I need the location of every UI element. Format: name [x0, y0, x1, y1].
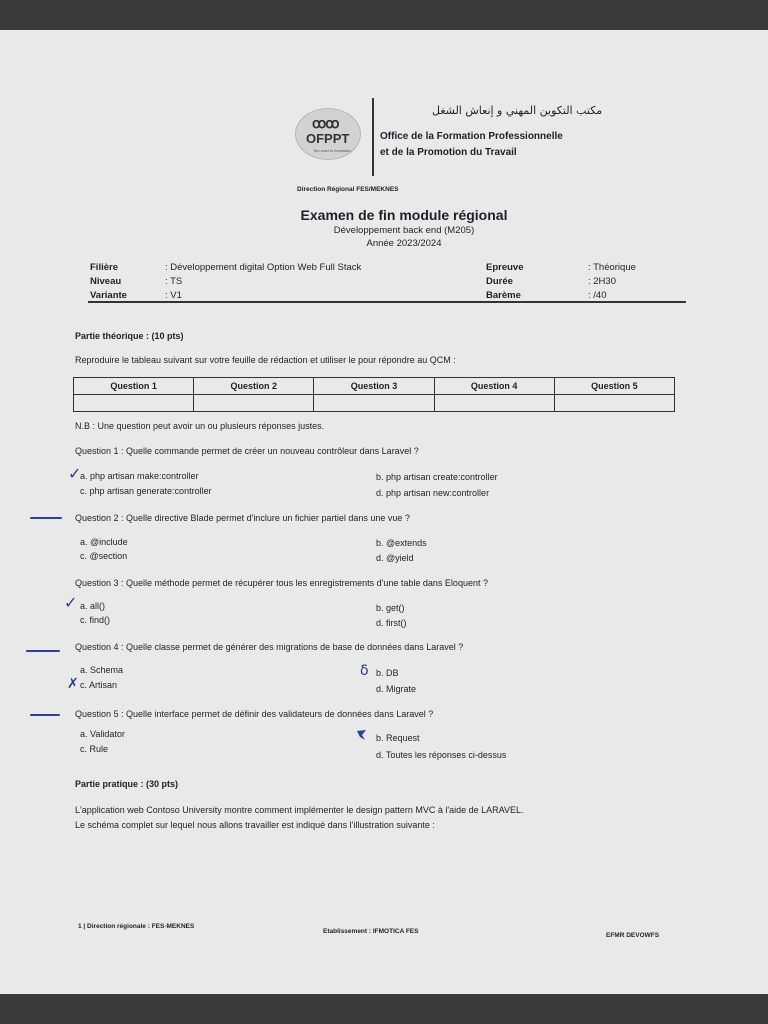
theory-heading: Partie théorique : (10 pts) [75, 331, 184, 341]
table-cell [74, 395, 194, 412]
org-name-line2: et de la Promotion du Travail [380, 147, 517, 158]
niveau-value: : TS [165, 276, 183, 287]
filiere-value: : Développement digital Option Web Full Stack [165, 262, 362, 273]
q1-option-c: c. php artisan generate:controller [80, 486, 212, 496]
ink-flag-mark-icon [356, 729, 368, 741]
ink-dash-mark [30, 714, 60, 716]
table-header-q1: Question 1 [74, 378, 194, 395]
epreuve-value: : Théorique [588, 262, 636, 273]
org-name-arabic: مكتب التكوين المهني و إنعاش الشغل [432, 104, 603, 117]
q2-option-a: a. @include [80, 537, 128, 547]
q5-option-b: b. Request [376, 733, 420, 743]
table-header-q3: Question 3 [314, 378, 434, 395]
footer-left: 1 | Direction régionale : FES-MEKNES [78, 923, 195, 930]
variante-value: : V1 [165, 290, 182, 301]
partial-mark-icon: δ [360, 663, 369, 679]
cross-mark-icon: ✗ [67, 676, 79, 692]
practice-heading: Partie pratique : (30 pts) [75, 779, 179, 789]
header-rule [88, 301, 686, 303]
q3-option-d: d. first() [376, 618, 407, 628]
question-1-text: Question 1 : Quelle commande permet de créer un nouveau contrôleur dans Laravel ? [75, 446, 419, 456]
exam-subtitle: Développement back end (M205) [333, 225, 475, 236]
logo-name: OFPPT [306, 131, 350, 146]
table-header-q2: Question 2 [194, 378, 314, 395]
q3-option-a: a. all() [80, 601, 106, 611]
exam-title: Examen de fin module régional [300, 207, 508, 223]
question-3-text: Question 3 : Quelle méthode permet de récupérer tous les enregistrements d'une table dans Eloquent ? [75, 578, 488, 588]
q4-option-d: d. Migrate [376, 684, 417, 694]
theory-instruction: Reproduire le tableau suivant sur votre feuille de rédaction et utiliser le pour répondre au QCM : [75, 355, 456, 365]
note-text: N.B : Une question peut avoir un ou plusieurs réponses justes. [75, 421, 325, 431]
table-header-q5: Question 5 [554, 378, 674, 395]
check-mark-icon: ✓ [68, 464, 82, 483]
question-5-text: Question 5 : Quelle interface permet de définir des validateurs de données dans Laravel ? [75, 709, 434, 719]
question-4-text: Question 4 : Quelle classe permet de générer des migrations de base de données dans Laravel ? [75, 642, 464, 652]
q2-option-b: b. @extends [376, 538, 427, 548]
bareme-label: Barème [486, 290, 521, 301]
exam-page [0, 30, 768, 994]
direction-label: Direction Régional FES/MEKNES [297, 186, 399, 193]
table-cell [314, 395, 434, 412]
q5-option-a: a. Validator [80, 729, 125, 739]
ink-dash-mark [26, 650, 60, 652]
q3-option-c: c. find() [80, 615, 111, 625]
q3-option-b: b. get() [376, 603, 405, 613]
ink-dash-mark [30, 517, 62, 519]
q1-option-a: a. php artisan make:controller [80, 471, 199, 481]
table-cell [434, 395, 554, 412]
footer-right: EFMR DEVOWFS [606, 932, 660, 939]
header-divider [372, 98, 374, 176]
footer-center: Etablissement : IFMOTICA FES [323, 928, 419, 935]
duree-value: : 2H30 [588, 276, 616, 287]
duree-label: Durée [486, 276, 513, 287]
org-name-line1: Office de la Formation Professionnelle [380, 131, 563, 142]
bareme-value: : /40 [588, 290, 607, 301]
q4-option-b: b. DB [376, 668, 399, 678]
table-cell [554, 395, 674, 412]
epreuve-label: Epreuve [486, 262, 524, 273]
logo-tagline: the road to formation [314, 148, 351, 153]
exam-year: Année 2023/2024 [366, 238, 442, 249]
table-cell [194, 395, 314, 412]
q1-option-b: b. php artisan create:controller [376, 472, 498, 482]
q1-option-d: d. php artisan new:controller [376, 488, 490, 498]
check-mark-icon: ✓ [64, 593, 78, 612]
q4-option-c: c. Artisan [80, 680, 118, 690]
q5-option-d: d. Toutes les réponses ci-dessus [376, 750, 507, 760]
q2-option-c: c. @section [80, 551, 128, 561]
niveau-label: Niveau [90, 276, 122, 287]
filiere-label: Filière [90, 262, 118, 273]
question-2-text: Question 2 : Quelle directive Blade permet d'inclure un fichier partiel dans une vue ? [75, 513, 410, 523]
variante-label: Variante [90, 290, 127, 301]
q2-option-d: d. @yield [376, 553, 414, 563]
practice-line-2: Le schéma complet sur lequel nous allons travailler est indiqué dans l'illustration suivante : [75, 820, 435, 830]
logo-symbol: ꝏꝏ [312, 115, 339, 131]
answer-table [73, 377, 675, 412]
table-header-q4: Question 4 [434, 378, 554, 395]
q4-option-a: a. Schema [80, 665, 124, 675]
q5-option-c: c. Rule [80, 744, 109, 754]
practice-line-1: L'application web Contoso University montre comment implémenter le design pattern MVC à l'aide de LARAVEL. [75, 805, 524, 815]
